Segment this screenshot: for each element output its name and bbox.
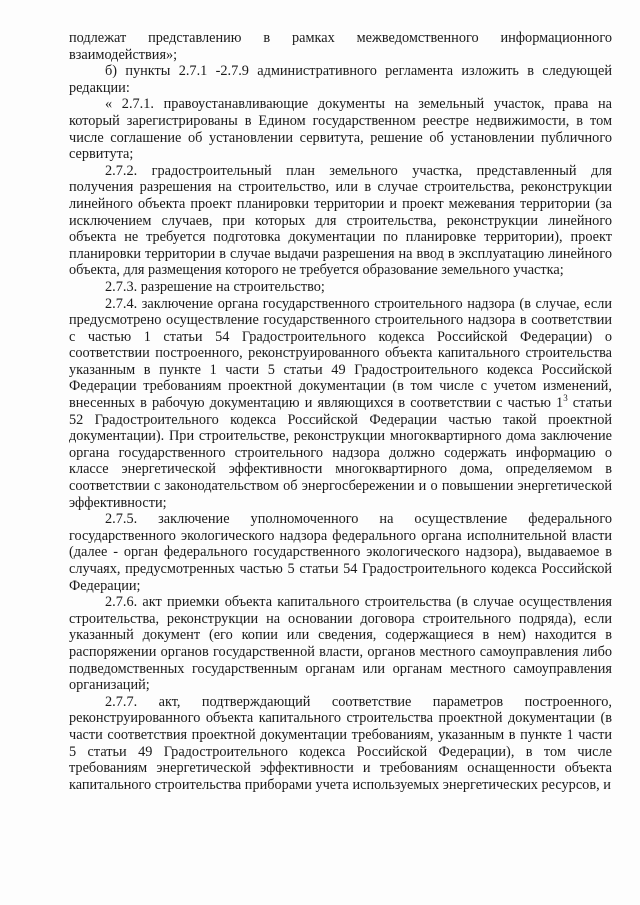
paragraph-2-7-3: 2.7.3. разрешение на строительство;: [105, 278, 325, 295]
paragraph-2-7-7: 2.7.7. акт, подтверждающий соответствие параметров построенного, реконструированного объекта капитального строительства проектной документации (в части соответствия проектной документации требованиям, указанным в пункте 1 части 5 статьи 49 Градостроительного кодекса Российской Федерации), в том числе требованиям энергетической эффективности и требованиям оснащенности объекта капитального строительства приборами учета используемых энергетических ресурсов, и: [69, 693, 612, 793]
paragraph-2-7-6: 2.7.6. акт приемки объекта капитального строительства (в случае осуществления строительства, реконструкции на основании договора строительного подряда), если указанный документ (его копии или сведения, содержащиеся в нем) находится в распоряжении органов государственной власти, органов местного самоуправления либо подведомственных государственным органам или органам местного самоуправления организаций;: [69, 594, 612, 694]
paragraph-2-7-2: 2.7.2. градостроительный план земельного участка, представленный для получения разрешения на строительство, или в случае строительства, реконструкции линейного объекта проект планировки территории и проект межевания территории (за исключением случаев, при которых для строительства, реконструкции линейного объекта не требуется подготовка документации по планировке территории), проект планировки территории в случае выдачи разрешения на ввод в эксплуатацию линейного объекта, для размещения которого не требуется образование земельного участка;: [69, 162, 612, 279]
paragraph-2-7-5: 2.7.5. заключение уполномоченного на осуществление федерального государственного экологического надзора федерального органа исполнительной власти (далее - орган федерального государственного экологического надзора), выдаваемое в случаях, предусмотренных частью 5 статьи 54 Градостроительного кодекса Российской Федерации;: [69, 511, 612, 594]
paragraph-continuation: подлежат представлению в рамках межведомственного информационного взаимодействия»;: [69, 30, 612, 63]
paragraph-2-7-4: [69, 296, 612, 512]
document-body: [69, 30, 612, 793]
superscript-3: 3: [563, 393, 568, 404]
paragraph-2-7-4-part1: 2.7.4. заключение органа государственного строительного надзора (в случае, если предусмотрено осуществление государственного строительного надзора в соответствии с частью 1 статьи 54 Градостроительного кодекса Российской Федерации) о соответствии построенного, реконструированного объекта капитального строительства указанным в пункте 1 части 5 статьи 49 Градостроительного кодекса Российской Федерации требованиям проектной документации (в том числе с учетом изменений, внесенных в рабочую документацию и являющихся в соответствии с частью 1: [69, 295, 612, 412]
paragraph-2-7-1: « 2.7.1. правоустанавливающие документы на земельный участок, права на который зарегистрированы в Едином государственном реестре недвижимости, в том числе соглашение об установлении сервитута, решение об установлении публичного сервитута;: [69, 96, 612, 163]
paragraph-clause-b: б) пункты 2.7.1 -2.7.9 административного регламента изложить в следующей редакции:: [69, 63, 612, 96]
paragraph-2-7-4-part2: статьи 52 Градостроительного кодекса Российской Федерации частью такой проектной документации). При строительстве, реконструкции многоквартирного дома заключение органа государственного строительного надзора должно содержать информацию о классе энергетической эффективности многоквартирного дома, определяемом в соответствии с законодательством об энергосбережении и о повышении энергетической эффективности;: [69, 395, 612, 511]
